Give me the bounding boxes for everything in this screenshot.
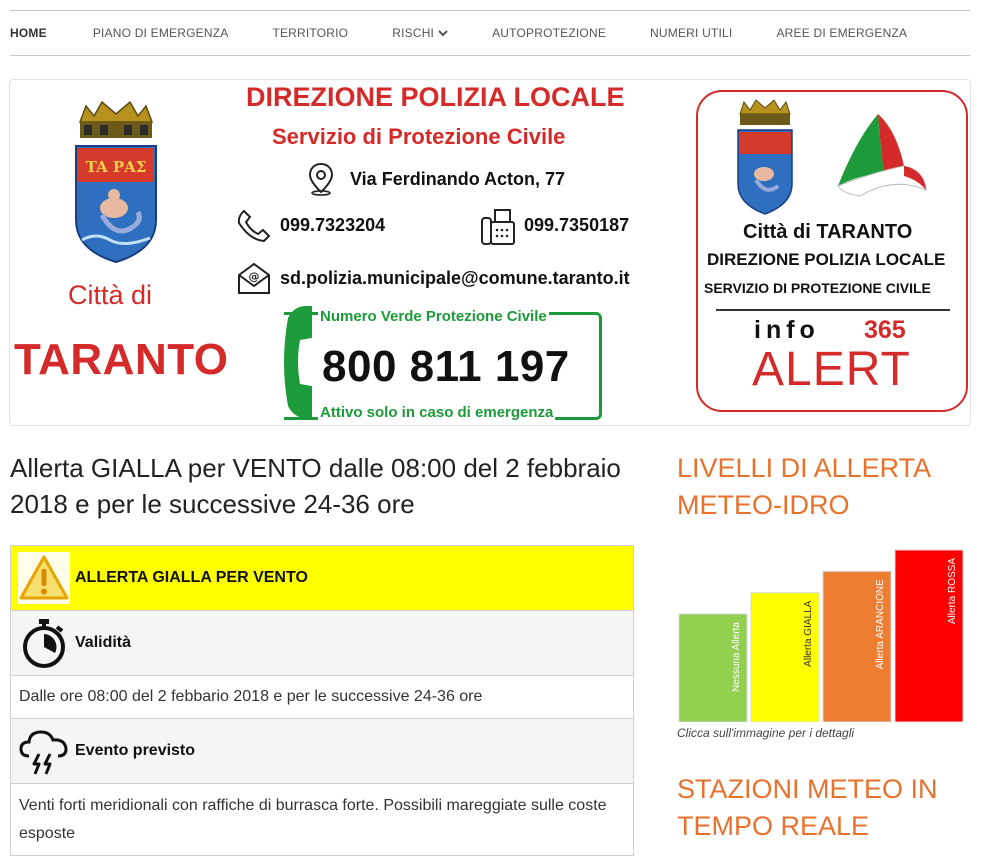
validity-text: Dalle ore 08:00 del 2 febbario 2018 e per le successive 24-36 ore	[19, 688, 483, 705]
alert-box-info: info	[754, 316, 820, 344]
nav-autoprotezione[interactable]: AUTOPROTEZIONE	[492, 26, 607, 40]
location-pin-icon	[306, 162, 336, 196]
storm-cloud-icon	[17, 724, 71, 778]
alert-level-label: ALLERTA GIALLA PER VENTO	[75, 569, 308, 586]
alert-table	[10, 545, 634, 856]
coat-of-arms-icon	[72, 100, 160, 265]
email-icon	[236, 260, 272, 296]
alert-box-divider	[716, 309, 950, 311]
banner-city-of: Città di	[68, 280, 153, 310]
level-bar-label: Nessuna Allerta	[731, 622, 742, 693]
chart-caption: Clicca sull'immagine per i dettagli	[677, 726, 855, 740]
event-header-row	[11, 719, 633, 784]
phone-icon	[236, 208, 272, 244]
svg-text:@: @	[248, 270, 260, 283]
banner-fax: 099.7350187	[524, 215, 630, 235]
alert-box-direction: DIREZIONE POLIZIA LOCALE	[707, 250, 946, 269]
event-text: Venti forti meridionali con raffiche di burrasca forte. Possibili mareggiate sulle coste esposte	[19, 796, 607, 842]
warning-icon	[17, 551, 71, 605]
validity-label: Validità	[75, 634, 132, 651]
toll-free-title: Numero Verde Protezione Civile	[320, 308, 547, 325]
alert-box-service: SERVIZIO DI PROTEZIONE CIVILE	[704, 280, 931, 296]
nav-rischi[interactable]	[392, 26, 448, 40]
fax-icon	[480, 208, 516, 246]
banner-address: Via Ferdinando Acton, 77	[350, 169, 566, 189]
event-label: Evento previsto	[75, 742, 196, 759]
main-nav	[10, 10, 970, 56]
stopwatch-icon	[17, 616, 71, 670]
nav-home[interactable]: HOME	[10, 26, 47, 40]
banner-direction: DIREZIONE POLIZIA LOCALE	[246, 82, 625, 112]
event-text-row	[11, 784, 633, 856]
toll-free-note: Attivo solo in caso di emergenza	[320, 404, 554, 421]
nav-territorio[interactable]: TERRITORIO	[272, 26, 349, 40]
banner-phone: 099.7323204	[280, 215, 386, 235]
handset-icon	[276, 302, 322, 422]
alert-box-city: Città di TARANTO	[743, 221, 913, 243]
civil-protection-logo-icon	[834, 110, 930, 202]
validity-header-row	[11, 611, 633, 676]
nav-rischi-label: RISCHI	[392, 26, 435, 40]
alert-box-365: 365	[864, 316, 906, 344]
nav-aree-emergenza[interactable]: AREE DI EMERGENZA	[776, 26, 908, 40]
page-title: Allerta GIALLA per VENTO dalle 08:00 del 2 febbraio 2018 e per le successive 24-36 ore	[10, 453, 621, 519]
header-banner[interactable]	[9, 79, 971, 426]
weather-stations-heading: STAZIONI METEO IN TEMPO REALE	[677, 774, 938, 841]
small-coat-of-arms-icon	[734, 98, 796, 216]
banner-service: Servizio di Protezione Civile	[272, 124, 566, 149]
level-bar-label: Allerta ROSSA	[947, 558, 958, 625]
level-bar-label: Allerta ARANCIONE	[875, 579, 886, 670]
banner-email: sd.polizia.municipale@comune.taranto.it	[280, 268, 630, 288]
alert-box-alert-word: ALERT	[752, 343, 911, 396]
level-bar-label: Allerta GIALLA	[803, 600, 814, 667]
banner-city-name: TARANTO	[14, 335, 229, 384]
nav-piano-emergenza[interactable]: PIANO DI EMERGENZA	[92, 26, 229, 40]
alert-level-row	[11, 546, 633, 611]
alert-levels-heading: LIVELLI DI ALLERTA METEO-IDRO	[677, 453, 930, 520]
chevron-down-icon	[438, 29, 448, 37]
nav-numeri-utili[interactable]: NUMERI UTILI	[650, 26, 733, 40]
svg-text:TA ΡΑΣ: TA ΡΑΣ	[85, 158, 147, 176]
toll-free-number: 800 811 197	[322, 342, 570, 391]
validity-text-row	[11, 676, 633, 719]
alert-levels-chart[interactable]	[677, 546, 969, 722]
